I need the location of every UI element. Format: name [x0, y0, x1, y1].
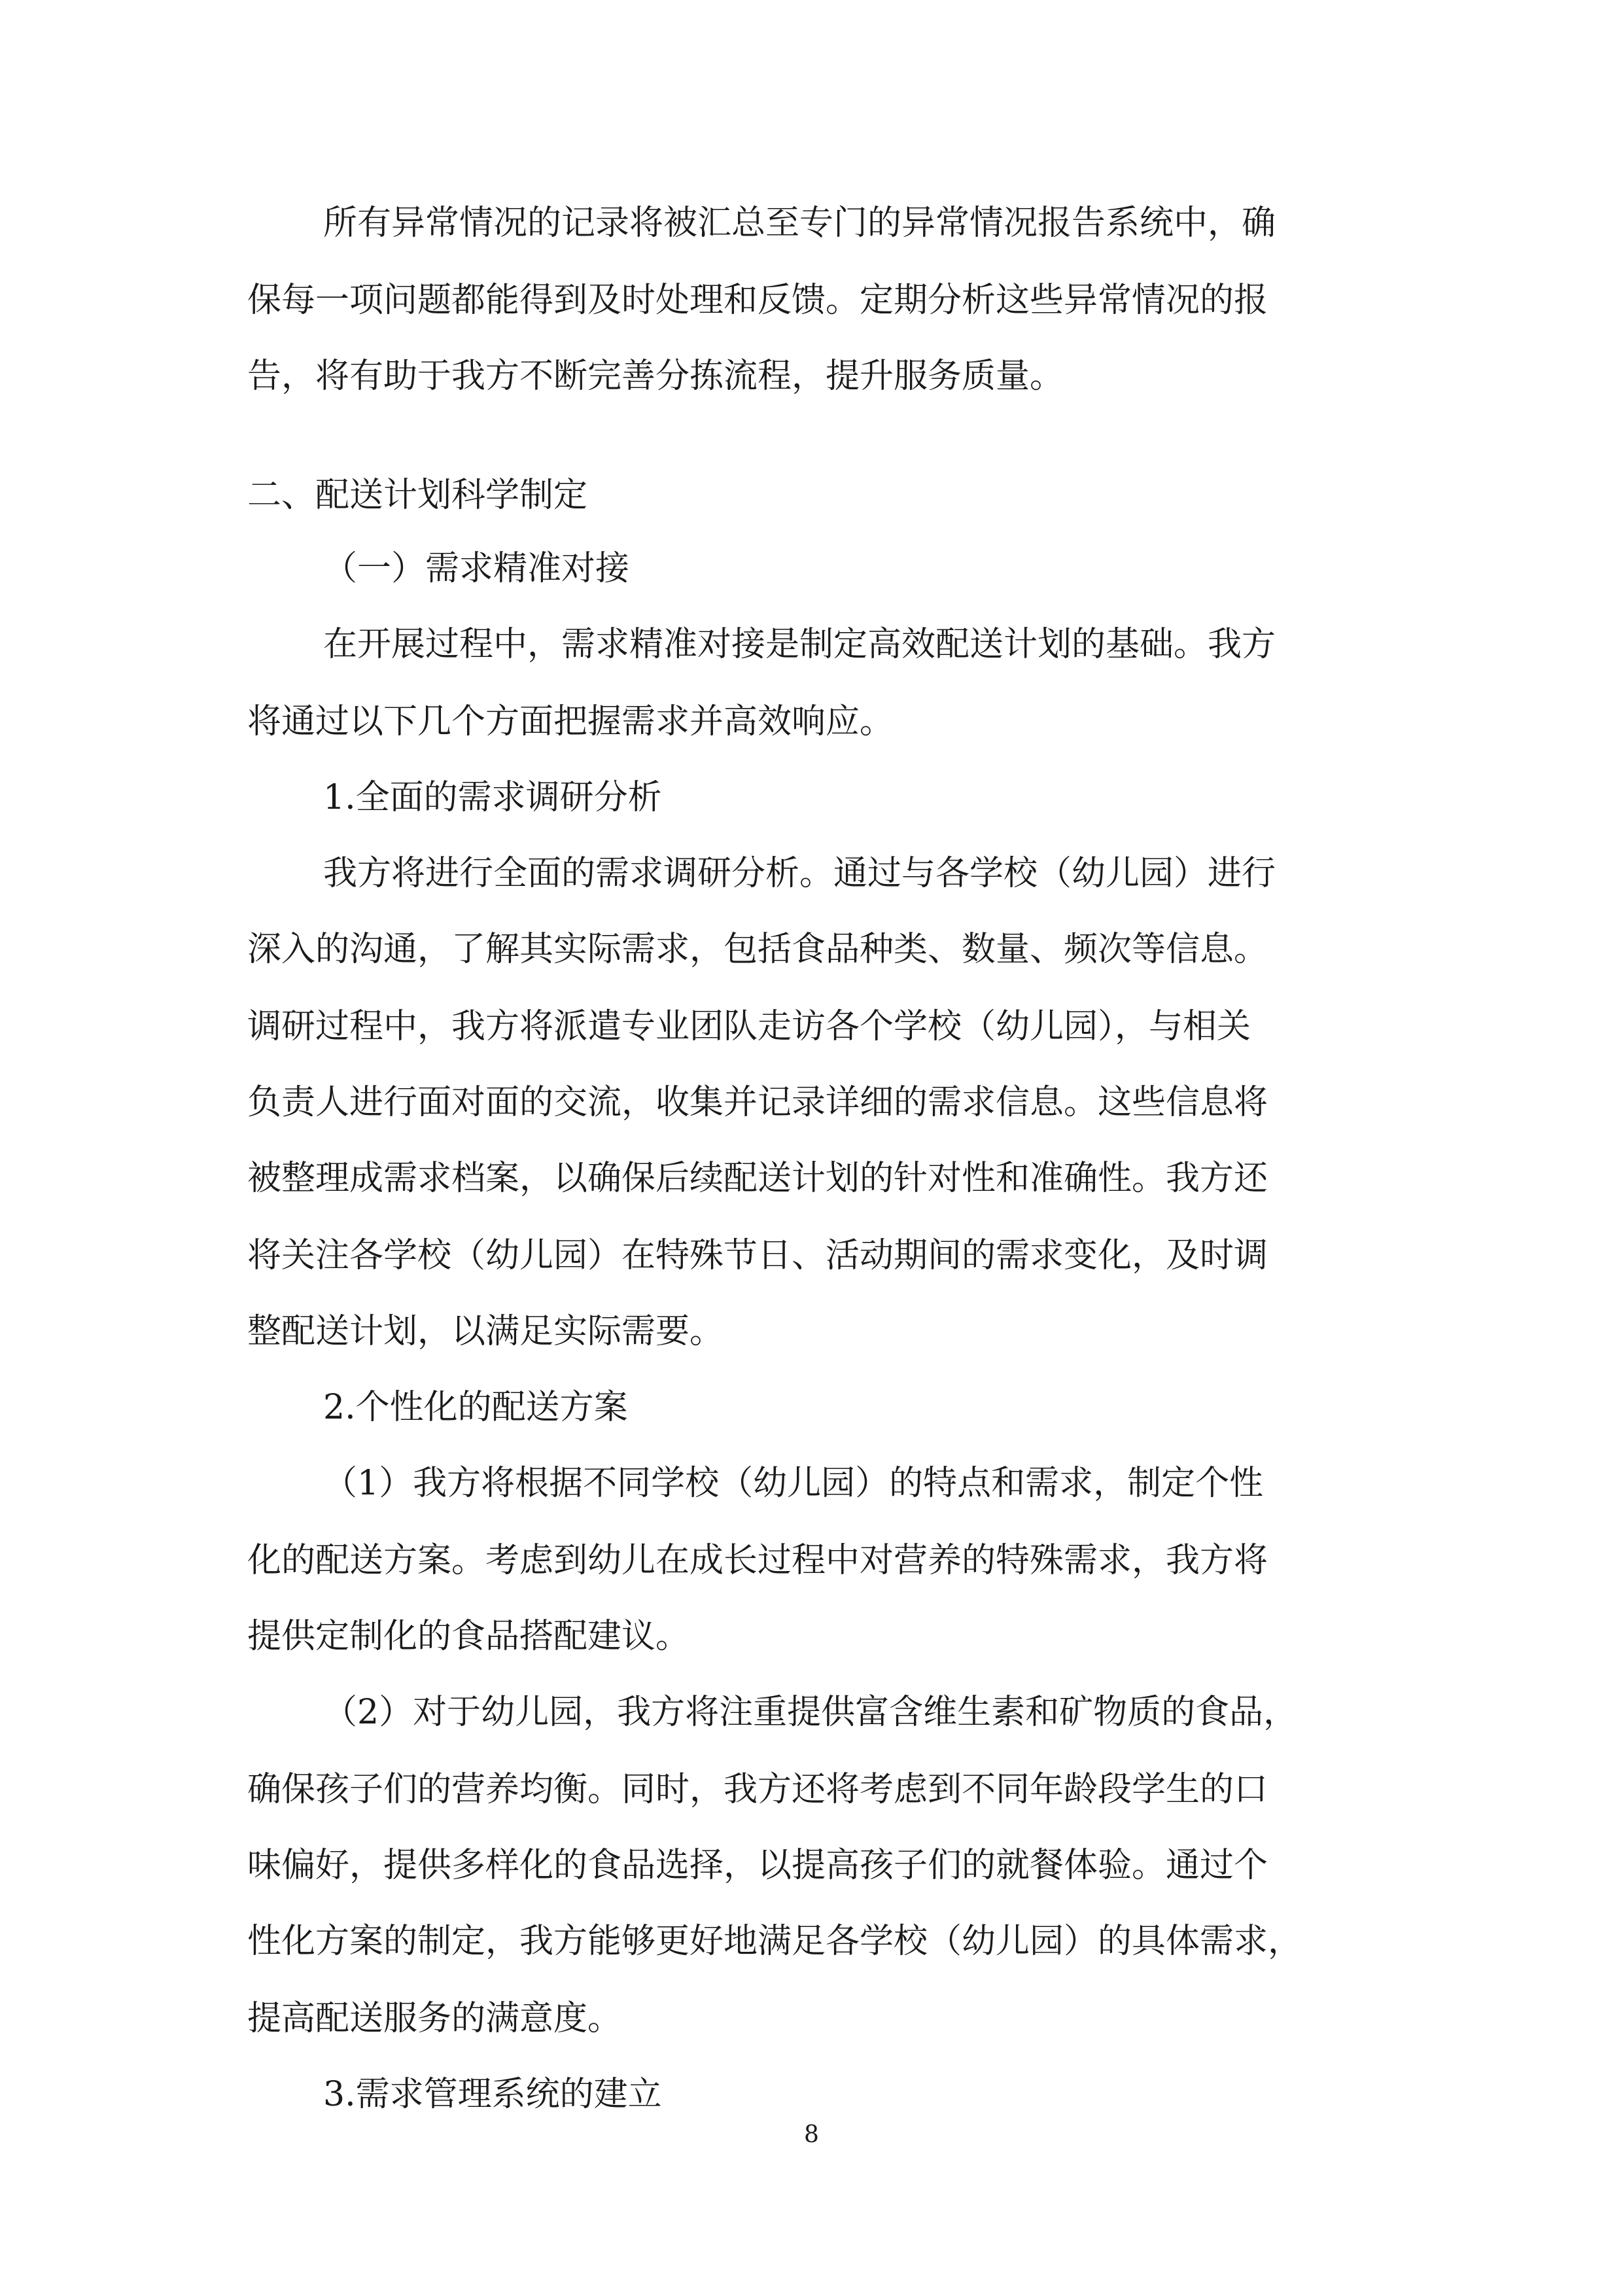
paragraph-line: （1）我方将根据不同学校（幼儿园）的特点和需求，制定个性	[323, 1464, 1264, 1503]
paragraph-line: （2）对于幼儿园，我方将注重提供富含维生素和矿物质的食品，	[323, 1693, 1298, 1732]
paragraph-line: 提高配送服务的满意度。	[247, 1999, 622, 2038]
paragraph-line: 将通过以下几个方面把握需求并高效响应。	[247, 702, 894, 741]
paragraph-line: 保每一项问题都能得到及时处理和反馈。定期分析这些异常情况的报	[247, 281, 1268, 320]
paragraph-line: 确保孩子们的营养均衡。同时，我方还将考虑到不同年龄段学生的口	[247, 1770, 1268, 1809]
item-heading: 2.个性化的配送方案	[323, 1388, 628, 1427]
paragraph-line: 所有异常情况的记录将被汇总至专门的异常情况报告系统中，确	[323, 203, 1276, 243]
paragraph-line: 告，将有助于我方不断完善分拣流程，提升服务质量。	[247, 357, 1064, 396]
paragraph-line: 负责人进行面对面的交流，收集并记录详细的需求信息。这些信息将	[247, 1083, 1268, 1122]
section-heading: 二、配送计划科学制定	[247, 476, 588, 515]
paragraph-line: 调研过程中，我方将派遣专业团队走访各个学校（幼儿园），与相关	[247, 1007, 1251, 1046]
page-number: 8	[804, 2121, 819, 2148]
paragraph-line: 我方将进行全面的需求调研分析。通过与各学校（幼儿园）进行	[323, 854, 1276, 893]
paragraph-line: 将关注各学校（幼儿园）在特殊节日、活动期间的需求变化，及时调	[247, 1236, 1268, 1275]
item-heading: 3.需求管理系统的建立	[323, 2075, 662, 2114]
paragraph-line: 化的配送方案。考虑到幼儿在成长过程中对营养的特殊需求，我方将	[247, 1541, 1268, 1580]
item-heading: 1.全面的需求调研分析	[323, 778, 662, 817]
paragraph-line: 深入的沟通，了解其实际需求，包括食品种类、数量、频次等信息。	[247, 930, 1268, 969]
paragraph-line: 提供定制化的食品搭配建议。	[247, 1617, 690, 1656]
paragraph-line: 整配送计划，以满足实际需要。	[247, 1312, 724, 1351]
paragraph-line: 性化方案的制定，我方能够更好地满足各学校（幼儿园）的具体需求，	[247, 1922, 1302, 1961]
paragraph-line: 味偏好，提供多样化的食品选择，以提高孩子们的就餐体验。通过个	[247, 1846, 1268, 1885]
subsection-heading: （一）需求精准对接	[323, 549, 630, 588]
paragraph-line: 被整理成需求档案，以确保后续配送计划的针对性和准确性。我方还	[247, 1159, 1268, 1198]
paragraph-line: 在开展过程中，需求精准对接是制定高效配送计划的基础。我方	[323, 625, 1276, 664]
